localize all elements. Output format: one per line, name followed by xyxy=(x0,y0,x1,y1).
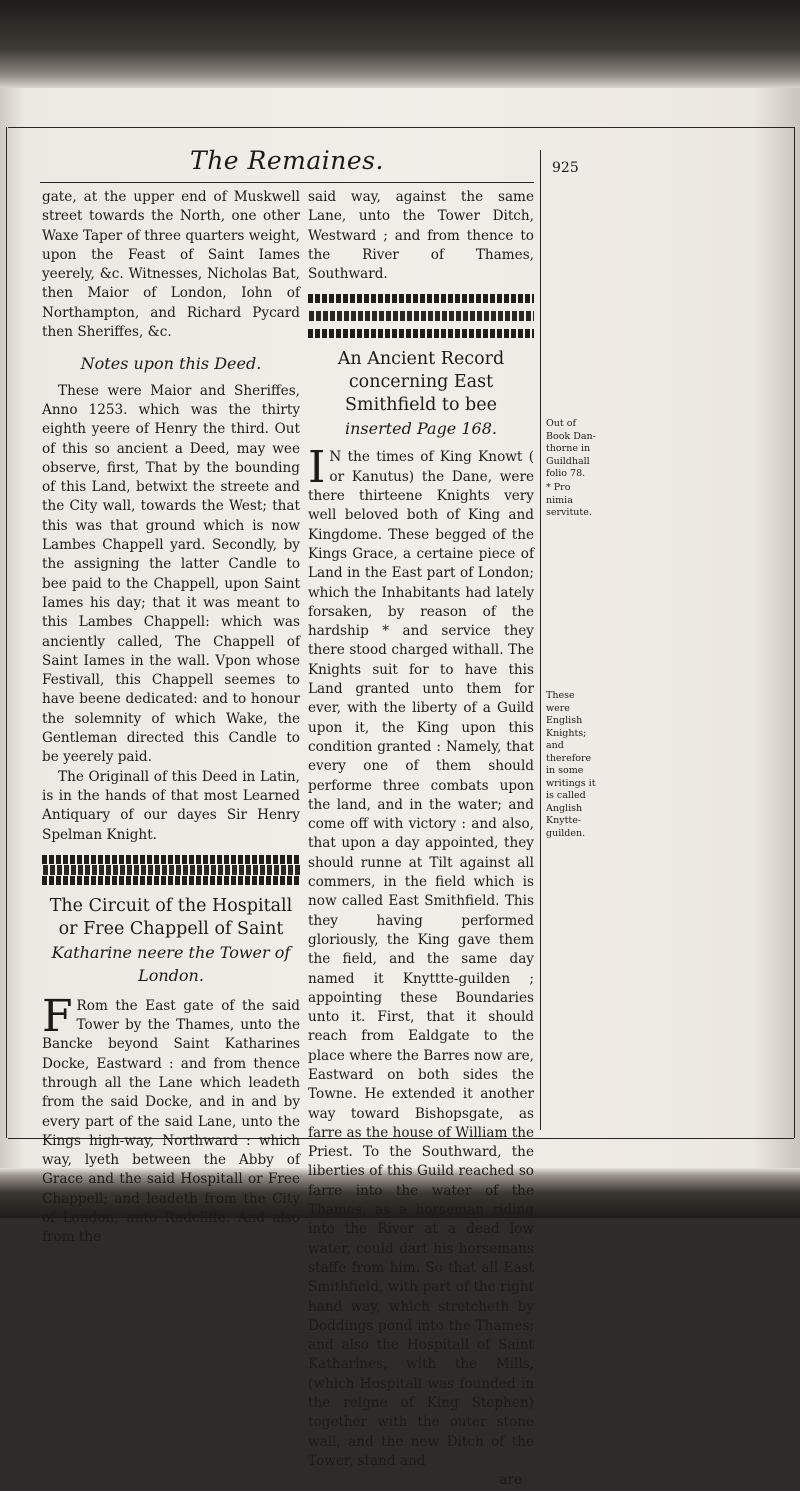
margin-rule xyxy=(540,150,541,1130)
record-title-sub: inserted Page 168. xyxy=(345,419,497,439)
record-text: N the times of King Knowt ( or Kanutus) the Dane, were there thirteene Knights very well beloved both of King and Kingdome. These begged of the Kings Grace, a certaine piece of Land in the East part of London; which the Inhabitants had lately forsaken, by reason of the hardship * and service they there stood charged withall. The Knights suit for to have this Land granted unto them for ever, with the liberty of a Guild upon it, the King upon this condition granted : Namely, that every one of them should performe three combats upon the land, and in the water; and come off with victory : and also, that upon a day appointed, they should runne at Tilt against all commers, in the field which is now called East Smithfield. This they having performed gloriously, the King gave them the field, and the same day named it Knyttte-guilden ; appointing these Boundaries unto it. First, that it should reach from Ealdgate to the place where the Barres now are, Eastward on both sides the Towne. He extended it another way toward Bishopsgate, as farre as the house of William the Priest. To the Southward, the liberties of this Guild reached so farre into the water of the Thames, as a horseman riding into the River at a dead low water, could dart his horsemans staffe from him. So that all East Smithfield, with part of the right hand way, which stretcheth by Doddings pond into the Thames; and also the Hospitall of Saint Katharines, with the Mills, (which Hospitall was founded in the reigne of King Stephen) together with the outer stone wall, and the new Ditch of the Tower, stand and xyxy=(308,449,534,1469)
original-paragraph: The Originall of this Deed in Latin, is in the hands of that most Learned Antiquary of our dayes Sir Henry Spelman Knight. xyxy=(42,768,300,843)
fleuron-ornament xyxy=(42,855,300,885)
left-column xyxy=(42,188,300,1248)
page-border-top xyxy=(8,127,794,128)
circuit-text: Rom the East gate of the said Tower by the Thames, unto the Bancke beyond Saint Katharines Docke, Eastward : and from thence through all the Lane which leadeth from the said Docke, and in and by every part of the said Lane, unto the Kings high-way, Northward : which way, lyeth between the Abby of Grace and the said Hospitall or Free Chappell; and leadeth from the City of London, unto Radcliffe. And also from the xyxy=(42,997,300,1246)
section-title xyxy=(42,895,300,987)
margin-note-knights: These were English Knights; and therefore in some writings it is called Anglish Knytte-guilden. xyxy=(546,690,596,839)
margin-note-latin: * Pro nimia servitute. xyxy=(546,482,592,518)
book-edge-top xyxy=(0,0,800,88)
right-opening-paragraph: said way, against the same Lane, unto the Tower Ditch, Westward ; and from thence to the River of Thames, Southward. xyxy=(308,189,534,283)
record-title xyxy=(308,348,534,440)
right-column xyxy=(308,188,534,1491)
page-border-left xyxy=(6,127,7,1138)
notes-heading: Notes upon this Deed. xyxy=(80,354,262,374)
drop-cap-f: F xyxy=(42,990,73,1042)
header-rule xyxy=(40,182,534,183)
page-border-right xyxy=(794,127,795,1138)
record-title-main: An Ancient Record concerning East Smithfield to bee xyxy=(337,349,505,416)
running-title: The Remaines. xyxy=(190,146,384,175)
drop-cap-i: I xyxy=(308,442,326,494)
catchword: are xyxy=(499,1472,522,1489)
section-title-main: The Circuit of the Hospitall or Free Chappell of Saint xyxy=(49,895,293,939)
section-title-sub: Katharine neere the Tower of London. xyxy=(51,942,291,985)
record-paragraph xyxy=(308,442,534,1471)
opening-paragraph: gate, at the upper end of Muskwell street towards the North, one other Waxe Taper of three quarters weight, upon the Feast of Saint Iames yeerely, &c. Witnesses, Nicholas Bat, then Maior of London, Iohn of Northampton, and Richard Pycard then Sheriffes, &c. xyxy=(42,189,300,341)
notes-paragraph: These were Maior and Sheriffes, Anno 1253. which was the thirty eighth yeere of Henry the third. Out of this so ancient a Deed, may wee observe, first, That by the bounding of this Land, betwixt the streete and the City wall, towards the West; that this was that ground which is now Lambes Chappell yard. Secondly, by the assigning the latter Candle to bee paid to the Chappell, upon Saint Iames his day; that it was meant to this Lambes Chappell: which was anciently called, The Chappell of Saint Iames in the wall. Vpon whose Festivall, this Chappell seemes to have beene dedicated: and to honour the solemnity of which Wake, the Gentleman directed this Candle to be yeerely paid. xyxy=(42,382,300,766)
circuit-paragraph xyxy=(42,990,300,1248)
page-number: 925 xyxy=(552,160,579,176)
margin-note-source: Out of Book Dan-thorne in Guildhall folio 78. xyxy=(546,418,596,479)
fleuron-ornament-right xyxy=(308,294,534,338)
